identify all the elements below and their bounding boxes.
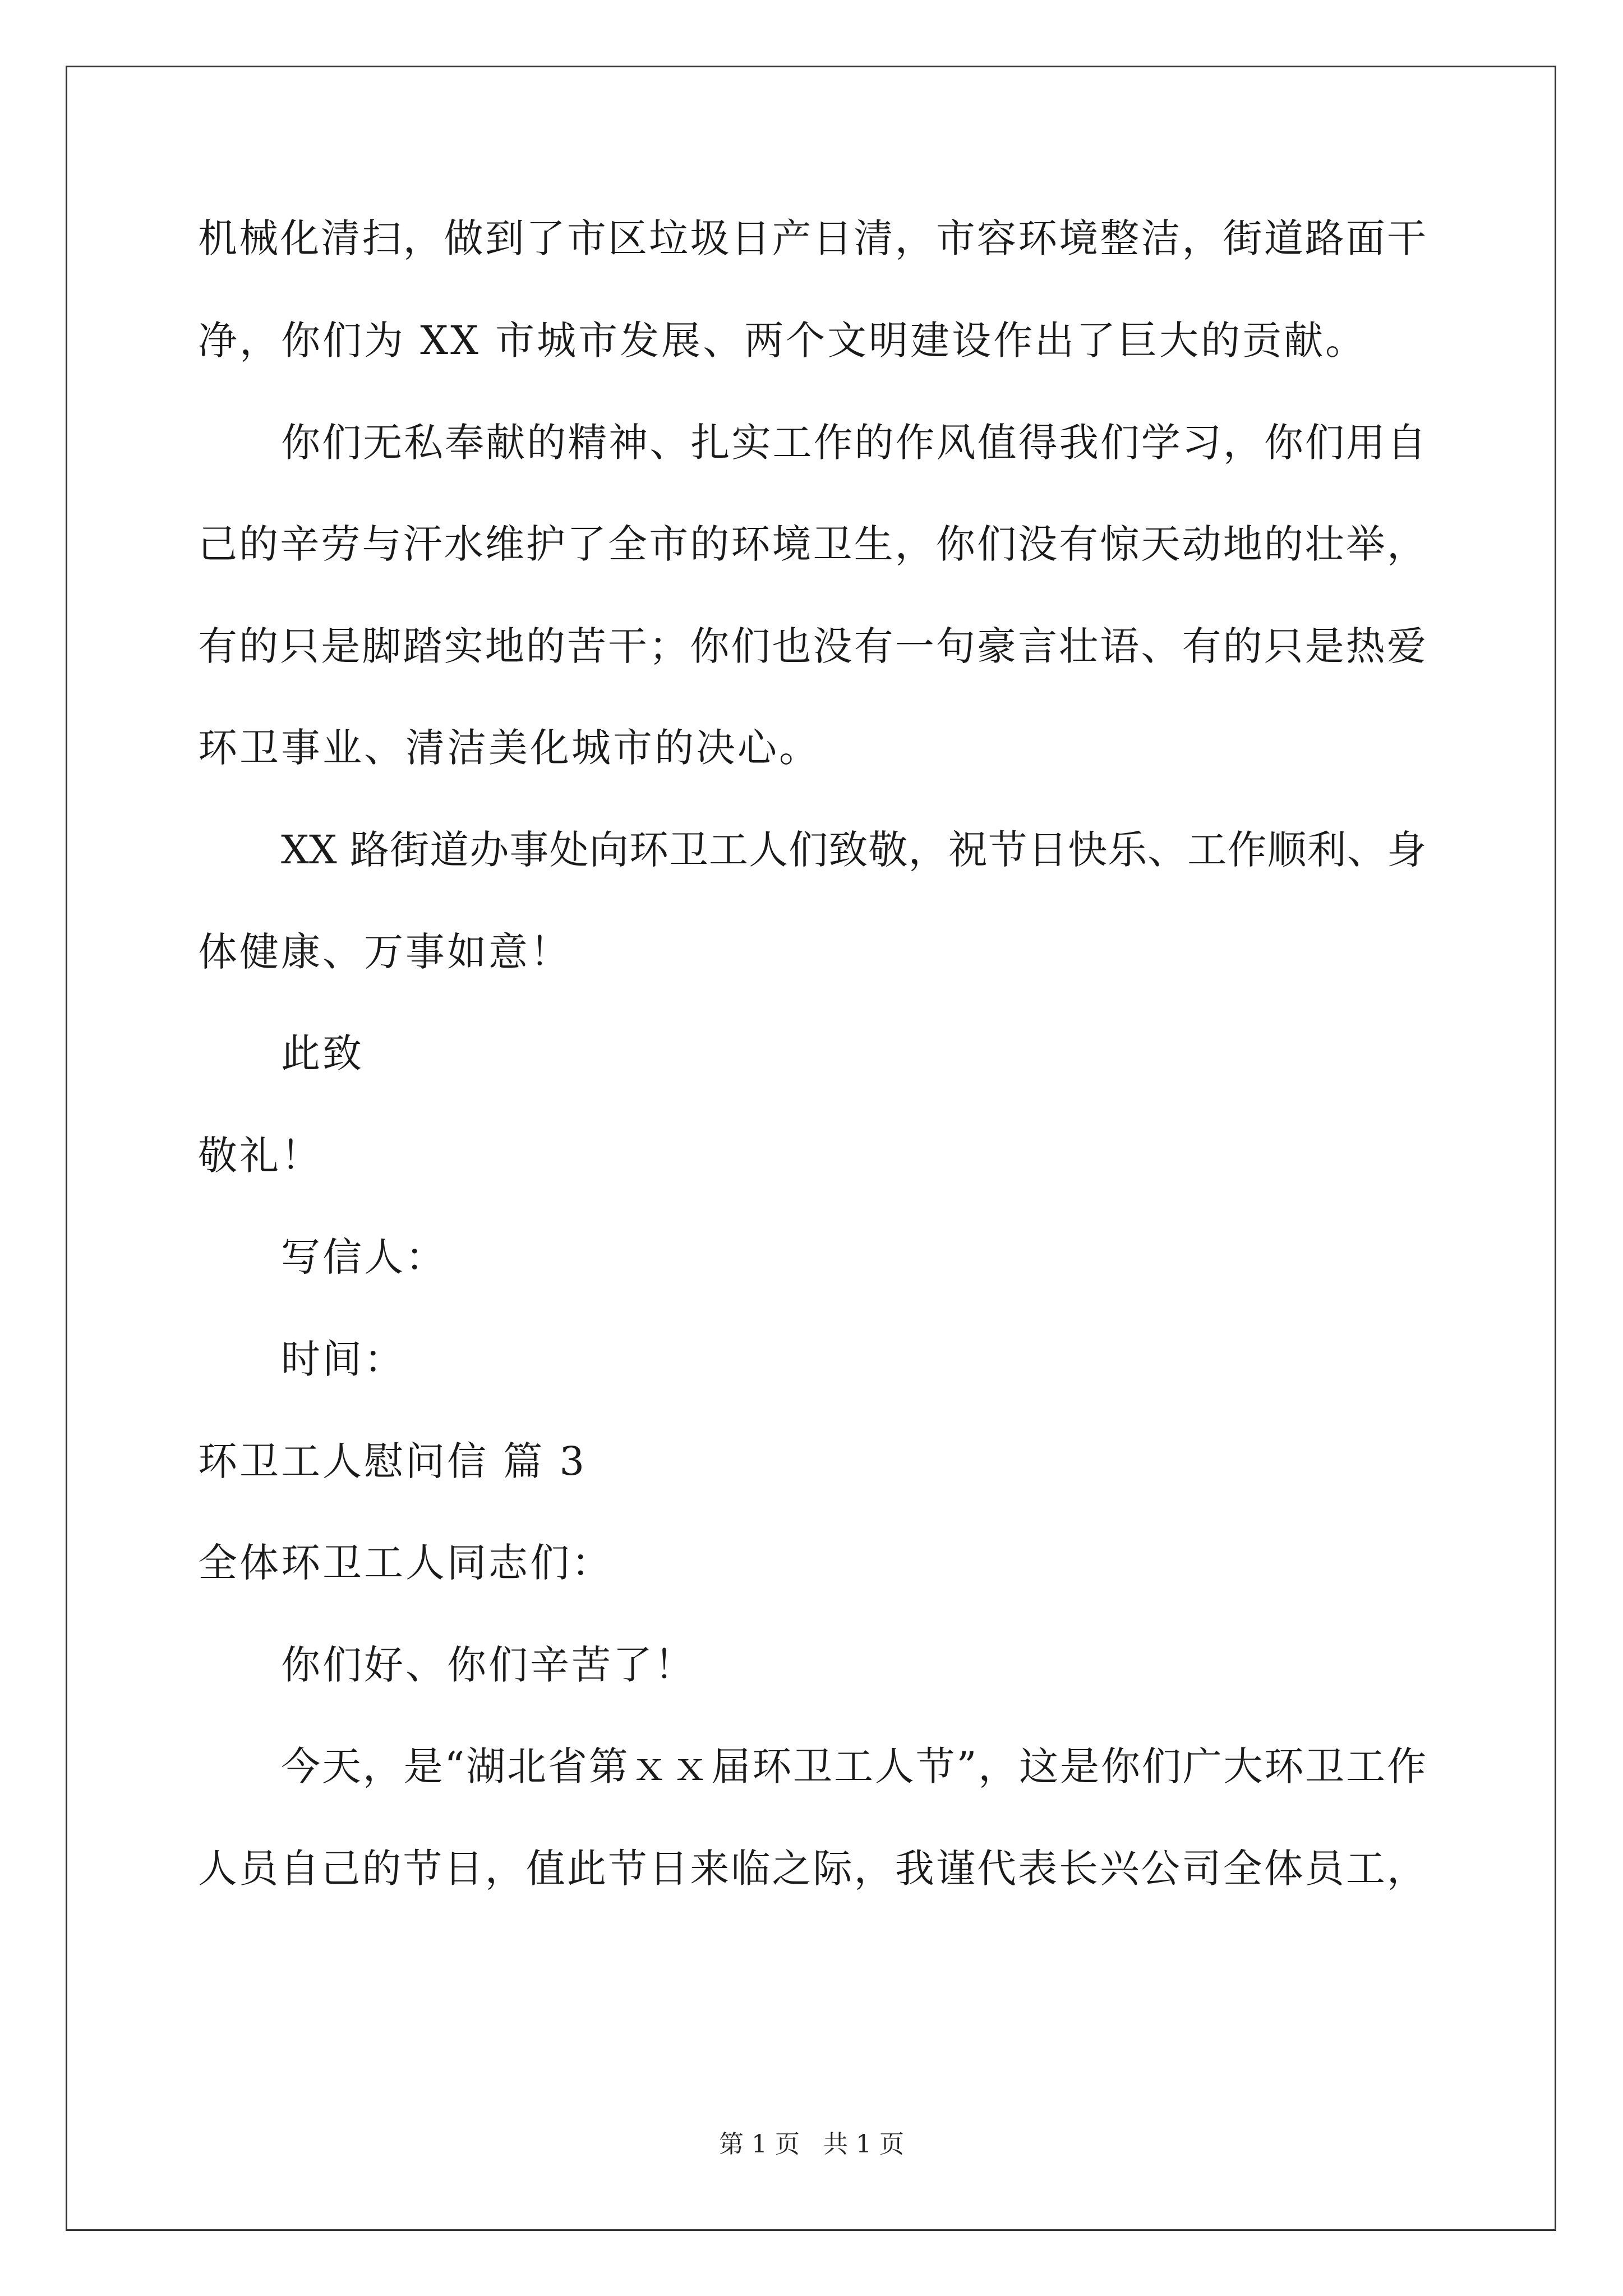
page-number: 第 1 页 xyxy=(719,2130,800,2159)
paragraph-line: 己的辛劳与汗水维护了全市的环境卫生，你们没有惊天动地的壮举， xyxy=(198,521,1426,567)
page-footer xyxy=(0,2129,1623,2160)
paragraph-line: XX 路街道办事处向环卫工人们致敬，祝节日快乐、工作顺利、身 xyxy=(281,827,1426,873)
paragraph-line: 有的只是脚踏实地的苦干；你们也没有一句豪言壮语、有的只是热爱 xyxy=(198,623,1426,669)
section-heading: 环卫工人慰问信 篇 3 xyxy=(198,1438,587,1484)
letter-salutation: 全体环卫工人同志们： xyxy=(198,1540,613,1586)
paragraph-line: 你们无私奉献的精神、扎实工作的作风值得我们学习，你们用自 xyxy=(281,420,1426,466)
paragraph-line: 今天，是“湖北省第ｘｘ届环卫工人节”，这是你们广大环卫工作 xyxy=(281,1743,1426,1789)
page-total: 共 1 页 xyxy=(823,2130,904,2159)
paragraph-line: 净，你们为 XX 市城市发展、两个文明建设作出了巨大的贡献。 xyxy=(198,318,1367,364)
signature-label: 写信人： xyxy=(281,1234,447,1280)
letter-greeting: 你们好、你们辛苦了！ xyxy=(281,1642,696,1688)
paragraph-line: 体健康、万事如意！ xyxy=(198,929,571,975)
paragraph-line: 环卫事业、清洁美化城市的决心。 xyxy=(198,725,820,771)
closing-salutation: 此致 xyxy=(281,1030,364,1076)
date-label: 时间： xyxy=(281,1336,405,1382)
paragraph-line: 人员自己的节日，值此节日来临之际，我谨代表长兴公司全体员工， xyxy=(198,1846,1426,1892)
closing-greeting: 敬礼！ xyxy=(198,1133,322,1179)
paragraph-line: 机械化清扫，做到了市区垃圾日产日清，市容环境整洁，街道路面干 xyxy=(198,215,1426,261)
